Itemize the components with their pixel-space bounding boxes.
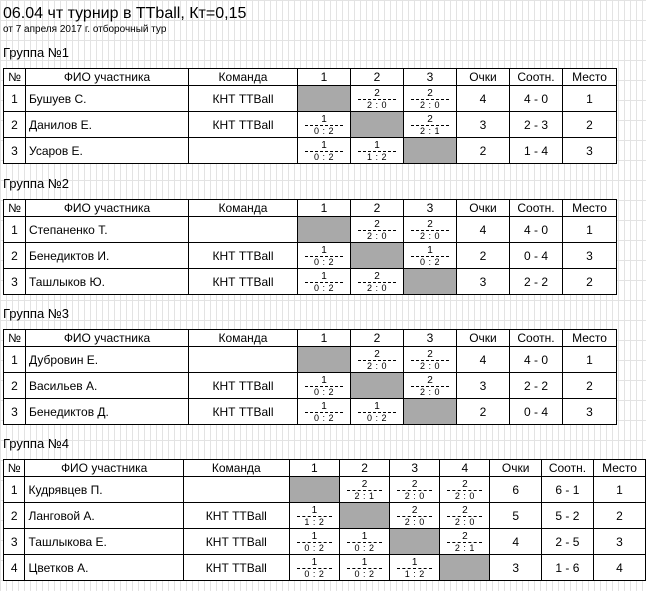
- header-name: ФИО участника: [25, 460, 183, 477]
- header-team: Команда: [189, 200, 298, 217]
- match-result: [440, 503, 490, 529]
- page-title: 06.04 чт турнир в TTball, Кт=0,15: [3, 5, 247, 22]
- header-row: [4, 460, 646, 477]
- match-score: 2 : 0: [404, 517, 425, 527]
- header-num: №: [4, 330, 26, 347]
- self-cell: [404, 269, 457, 295]
- match-result: [339, 529, 389, 555]
- header-points: Очки: [457, 200, 510, 217]
- match-score: 1 : 2: [304, 517, 325, 527]
- player-ratio: 2 - 2: [510, 269, 563, 295]
- player-name: Степаненко Т.: [26, 217, 189, 243]
- header-name: ФИО участника: [26, 330, 189, 347]
- match-points: 1: [321, 114, 327, 125]
- match-points: 1: [374, 140, 380, 151]
- player-place: 4: [593, 555, 645, 581]
- match-score: 2 : 0: [419, 231, 440, 241]
- match-result: [351, 347, 404, 373]
- player-name: Ташлыков Ю.: [26, 269, 189, 295]
- match-points: 1: [321, 271, 327, 282]
- match-result: [351, 269, 404, 295]
- header-place: Место: [563, 69, 617, 86]
- group-title: Группа №1: [3, 45, 69, 60]
- match-result: [440, 477, 490, 503]
- match-points: 1: [361, 531, 368, 542]
- match-score: 2 : 0: [419, 361, 440, 371]
- match-result: [298, 269, 351, 295]
- match-score: 2 : 0: [404, 491, 425, 501]
- match-points: 1: [427, 245, 433, 256]
- match-score: 0 : 2: [313, 257, 334, 267]
- header-team: Команда: [189, 330, 298, 347]
- player-ratio: 1 - 6: [541, 555, 593, 581]
- header-opponent-4: 4: [440, 460, 490, 477]
- player-team: КНТ TTBall: [183, 555, 289, 581]
- player-num: 4: [4, 555, 25, 581]
- match-score: 0 : 2: [304, 543, 325, 553]
- player-points: 5: [490, 503, 541, 529]
- match-result: [298, 243, 351, 269]
- self-cell: [298, 217, 351, 243]
- player-ratio: 2 - 3: [510, 112, 563, 138]
- player-points: 2: [457, 399, 510, 425]
- player-ratio: 1 - 4: [510, 138, 563, 164]
- group-table: [3, 329, 617, 425]
- player-name: Дубровин Е.: [26, 347, 189, 373]
- match-points: 2: [374, 219, 380, 230]
- player-place: 3: [563, 138, 617, 164]
- match-result: [351, 217, 404, 243]
- match-score: 2 : 0: [366, 283, 387, 293]
- match-score: 0 : 2: [313, 413, 334, 423]
- player-place: 3: [563, 243, 617, 269]
- player-num: 1: [4, 217, 26, 243]
- player-ratio: 5 - 2: [541, 503, 593, 529]
- match-result: [289, 503, 339, 529]
- player-ratio: 0 - 4: [510, 243, 563, 269]
- player-num: 3: [4, 399, 26, 425]
- match-points: 2: [374, 88, 380, 99]
- player-num: 2: [4, 373, 26, 399]
- player-team: [189, 347, 298, 373]
- header-opponent-1: 1: [298, 69, 351, 86]
- header-opponent-3: 3: [390, 460, 440, 477]
- player-ratio: 2 - 2: [510, 373, 563, 399]
- match-score: 0 : 2: [419, 257, 440, 267]
- self-cell: [390, 529, 440, 555]
- match-points: 1: [321, 245, 327, 256]
- match-result: [440, 529, 490, 555]
- player-name: Бенедиктов И.: [26, 243, 189, 269]
- player-team: КНТ TTBall: [189, 399, 298, 425]
- match-score: 2 : 0: [454, 517, 475, 527]
- match-points: 2: [427, 375, 433, 386]
- header-opponent-3: 3: [404, 69, 457, 86]
- player-place: 1: [563, 86, 617, 112]
- match-points: 1: [311, 505, 318, 516]
- match-score: 0 : 2: [354, 543, 375, 553]
- match-result: [289, 529, 339, 555]
- table-row: [4, 399, 617, 425]
- match-points: 1: [311, 531, 318, 542]
- player-place: 1: [593, 477, 645, 503]
- player-num: 1: [4, 347, 26, 373]
- match-score: 2 : 0: [419, 100, 440, 110]
- match-score: 0 : 2: [354, 569, 375, 579]
- match-result: [404, 347, 457, 373]
- match-points: 2: [462, 531, 468, 542]
- match-score: 2 : 1: [454, 543, 475, 553]
- match-points: 2: [462, 479, 468, 490]
- match-points: 1: [411, 557, 418, 568]
- player-points: 2: [457, 138, 510, 164]
- table-row: [4, 503, 646, 529]
- player-place: 1: [563, 217, 617, 243]
- player-place: 2: [563, 269, 617, 295]
- player-name: Ланговой А.: [25, 503, 183, 529]
- match-result: [404, 86, 457, 112]
- match-points: 2: [374, 271, 380, 282]
- player-points: 4: [457, 217, 510, 243]
- player-ratio: 4 - 0: [510, 217, 563, 243]
- match-score: 2 : 1: [419, 126, 440, 136]
- match-points: 1: [321, 375, 327, 386]
- player-ratio: 4 - 0: [510, 86, 563, 112]
- player-name: Усаров Е.: [26, 138, 189, 164]
- header-ratio: Соотн.: [510, 69, 563, 86]
- match-result: [351, 399, 404, 425]
- player-team: КНТ TTBall: [189, 86, 298, 112]
- match-score: 0 : 2: [313, 126, 334, 136]
- player-points: 3: [457, 373, 510, 399]
- match-result: [404, 217, 457, 243]
- player-name: Васильев А.: [26, 373, 189, 399]
- group-title: Группа №2: [3, 176, 69, 191]
- match-result: [390, 503, 440, 529]
- table-row: [4, 269, 617, 295]
- match-points: 2: [427, 349, 433, 360]
- header-opponent-1: 1: [298, 200, 351, 217]
- self-cell: [298, 86, 351, 112]
- player-name: Данилов Е.: [26, 112, 189, 138]
- player-points: 3: [490, 555, 541, 581]
- match-result: [298, 399, 351, 425]
- player-points: 2: [457, 243, 510, 269]
- match-score: 2 : 0: [454, 491, 475, 501]
- player-name: Цветков А.: [25, 555, 183, 581]
- match-result: [298, 373, 351, 399]
- player-points: 4: [457, 347, 510, 373]
- header-opponent-2: 2: [351, 69, 404, 86]
- self-cell: [351, 112, 404, 138]
- header-num: №: [4, 69, 26, 86]
- header-points: Очки: [457, 330, 510, 347]
- header-place: Место: [563, 200, 617, 217]
- player-team: КНТ TTBall: [183, 503, 289, 529]
- player-ratio: 6 - 1: [541, 477, 593, 503]
- match-result: [404, 243, 457, 269]
- header-ratio: Соотн.: [541, 460, 593, 477]
- header-row: [4, 69, 617, 86]
- match-points: 2: [361, 479, 368, 490]
- self-cell: [339, 503, 389, 529]
- player-num: 2: [4, 112, 26, 138]
- player-points: 3: [457, 269, 510, 295]
- player-name: Бушуев С.: [26, 86, 189, 112]
- self-cell: [289, 477, 339, 503]
- match-score: 0 : 2: [313, 283, 334, 293]
- match-points: 1: [321, 401, 327, 412]
- match-points: 1: [374, 401, 380, 412]
- player-points: 4: [490, 529, 541, 555]
- match-score: 0 : 2: [313, 387, 334, 397]
- player-team: КНТ TTBall: [189, 112, 298, 138]
- table-row: [4, 373, 617, 399]
- header-place: Место: [563, 330, 617, 347]
- match-points: 2: [427, 219, 433, 230]
- player-place: 2: [593, 503, 645, 529]
- table-row: [4, 217, 617, 243]
- header-opponent-1: 1: [298, 330, 351, 347]
- match-points: 2: [427, 88, 433, 99]
- match-score: 2 : 0: [419, 387, 440, 397]
- player-points: 6: [490, 477, 541, 503]
- header-ratio: Соотн.: [510, 330, 563, 347]
- match-score: 1 : 2: [366, 152, 387, 162]
- table-row: [4, 529, 646, 555]
- match-score: 1 : 2: [404, 569, 425, 579]
- header-num: №: [4, 200, 26, 217]
- match-points: 1: [321, 140, 327, 151]
- match-points: 2: [374, 349, 380, 360]
- player-num: 3: [4, 269, 26, 295]
- match-points: 2: [427, 114, 433, 125]
- match-score: 2 : 0: [366, 100, 387, 110]
- player-ratio: 0 - 4: [510, 399, 563, 425]
- player-points: 4: [457, 86, 510, 112]
- table-row: [4, 477, 646, 503]
- player-points: 3: [457, 112, 510, 138]
- self-cell: [440, 555, 490, 581]
- header-row: [4, 200, 617, 217]
- group-table: [3, 459, 646, 581]
- match-score: 2 : 0: [366, 361, 387, 371]
- match-points: 1: [361, 557, 368, 568]
- player-ratio: 2 - 5: [541, 529, 593, 555]
- player-num: 1: [4, 86, 26, 112]
- match-result: [351, 86, 404, 112]
- match-points: 2: [462, 505, 468, 516]
- page-subtitle: от 7 апреля 2017 г. отборочный тур: [3, 24, 167, 35]
- header-opponent-1: 1: [289, 460, 339, 477]
- player-team: [189, 138, 298, 164]
- player-team: КНТ TTBall: [189, 373, 298, 399]
- match-result: [404, 112, 457, 138]
- self-cell: [298, 347, 351, 373]
- player-name: Бенедиктов Д.: [26, 399, 189, 425]
- player-place: 3: [593, 529, 645, 555]
- player-place: 2: [563, 112, 617, 138]
- header-place: Место: [593, 460, 645, 477]
- player-num: 1: [4, 477, 25, 503]
- player-name: Кудрявцев П.: [25, 477, 183, 503]
- table-row: [4, 86, 617, 112]
- player-place: 3: [563, 399, 617, 425]
- match-score: 2 : 1: [354, 491, 375, 501]
- player-place: 2: [563, 373, 617, 399]
- match-score: 0 : 2: [313, 152, 334, 162]
- match-result: [289, 555, 339, 581]
- header-name: ФИО участника: [26, 69, 189, 86]
- self-cell: [351, 373, 404, 399]
- player-place: 1: [563, 347, 617, 373]
- table-row: [4, 347, 617, 373]
- match-result: [390, 555, 440, 581]
- player-name: Ташлыкова Е.: [25, 529, 183, 555]
- table-row: [4, 112, 617, 138]
- header-opponent-2: 2: [351, 330, 404, 347]
- header-opponent-2: 2: [339, 460, 389, 477]
- match-result: [390, 477, 440, 503]
- header-opponent-3: 3: [404, 200, 457, 217]
- match-points: 1: [311, 557, 318, 568]
- self-cell: [404, 138, 457, 164]
- header-points: Очки: [490, 460, 541, 477]
- self-cell: [351, 243, 404, 269]
- match-points: 2: [411, 505, 418, 516]
- group-title: Группа №4: [3, 436, 69, 451]
- header-team: Команда: [183, 460, 289, 477]
- group-table: [3, 199, 617, 295]
- player-team: КНТ TTBall: [183, 529, 289, 555]
- match-score: 0 : 2: [304, 569, 325, 579]
- header-row: [4, 330, 617, 347]
- header-ratio: Соотн.: [510, 200, 563, 217]
- player-team: [183, 477, 289, 503]
- header-opponent-3: 3: [404, 330, 457, 347]
- self-cell: [404, 399, 457, 425]
- header-opponent-2: 2: [351, 200, 404, 217]
- match-result: [404, 373, 457, 399]
- table-row: [4, 243, 617, 269]
- group-title: Группа №3: [3, 306, 69, 321]
- match-points: 2: [411, 479, 418, 490]
- header-points: Очки: [457, 69, 510, 86]
- match-result: [351, 138, 404, 164]
- player-num: 2: [4, 243, 26, 269]
- match-result: [298, 138, 351, 164]
- match-score: 2 : 0: [366, 231, 387, 241]
- match-result: [298, 112, 351, 138]
- match-result: [339, 477, 389, 503]
- table-row: [4, 555, 646, 581]
- group-table: [3, 68, 617, 164]
- header-name: ФИО участника: [26, 200, 189, 217]
- match-score: 0 : 2: [366, 413, 387, 423]
- player-team: КНТ TTBall: [189, 269, 298, 295]
- player-ratio: 4 - 0: [510, 347, 563, 373]
- table-row: [4, 138, 617, 164]
- player-team: КНТ TTBall: [189, 243, 298, 269]
- player-num: 2: [4, 503, 25, 529]
- player-team: [189, 217, 298, 243]
- header-num: №: [4, 460, 25, 477]
- match-result: [339, 555, 389, 581]
- player-num: 3: [4, 529, 25, 555]
- header-team: Команда: [189, 69, 298, 86]
- player-num: 3: [4, 138, 26, 164]
